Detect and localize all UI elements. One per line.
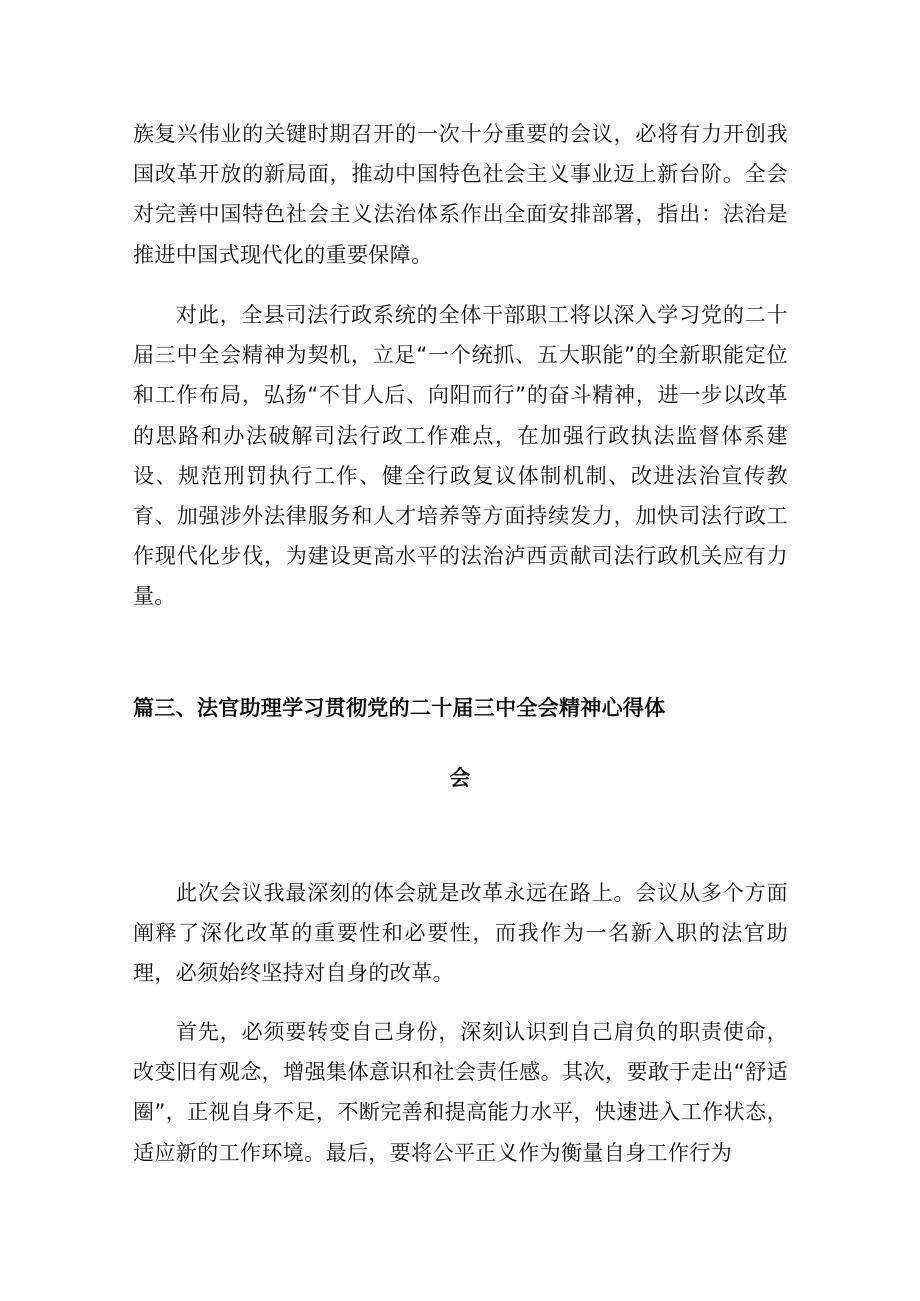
paragraph-first-second-last: 首先，必须要转变自己身份，深刻认识到自己肩负的职责使命，改变旧有观念，增强集体意识和社会责任感。其次，要敢于走出“舒适圈”，正视自身不足，不断完善和提高能力水平，快速进入工作状态，适应新的工作环境。最后，要将公平正义作为衡量自身工作行为 [133,1020,788,1165]
paragraph-judicial-administration: 对此，全县司法行政系统的全体干部职工将以深入学习党的二十届三中全会精神为契机，立足“一个统抓、五大职能”的全新职能定位和工作布局，弘扬“不甘人后、向阳而行”的奋斗精神，进一步以改革的思路和办法破解司法行政工作难点，在加强行政执法监督体系建设、规范刑罚执行工作、健全行政复议体制机制、改进法治宣传教育、加强涉外法律服务和人才培养等方面持续发力，加快司法行政工作现代化步伐，为建设更高水平的法治泸西贡献司法行政机关应有力量。 [133,303,788,609]
section-heading: 篇三、法官助理学习贯彻党的二十届三中全会精神心得体 [133,696,666,720]
section-heading-continuation: 会 [449,766,471,790]
paragraph-reform-insight: 此次会议我最深刻的体会就是改革永远在路上。会议从多个方面阐释了深化改革的重要性和必要性，而我作为一名新入职的法官助理，必须始终坚持对自身的改革。 [133,881,788,986]
paragraph-continuation: 族复兴伟业的关键时期召开的一次十分重要的会议，必将有力开创我国改革开放的新局面，推动中国特色社会主义事业迈上新台阶。全会对完善中国特色社会主义法治体系作出全面安排部署，指出：法治是推进中国式现代化的重要保障。 [133,122,788,267]
